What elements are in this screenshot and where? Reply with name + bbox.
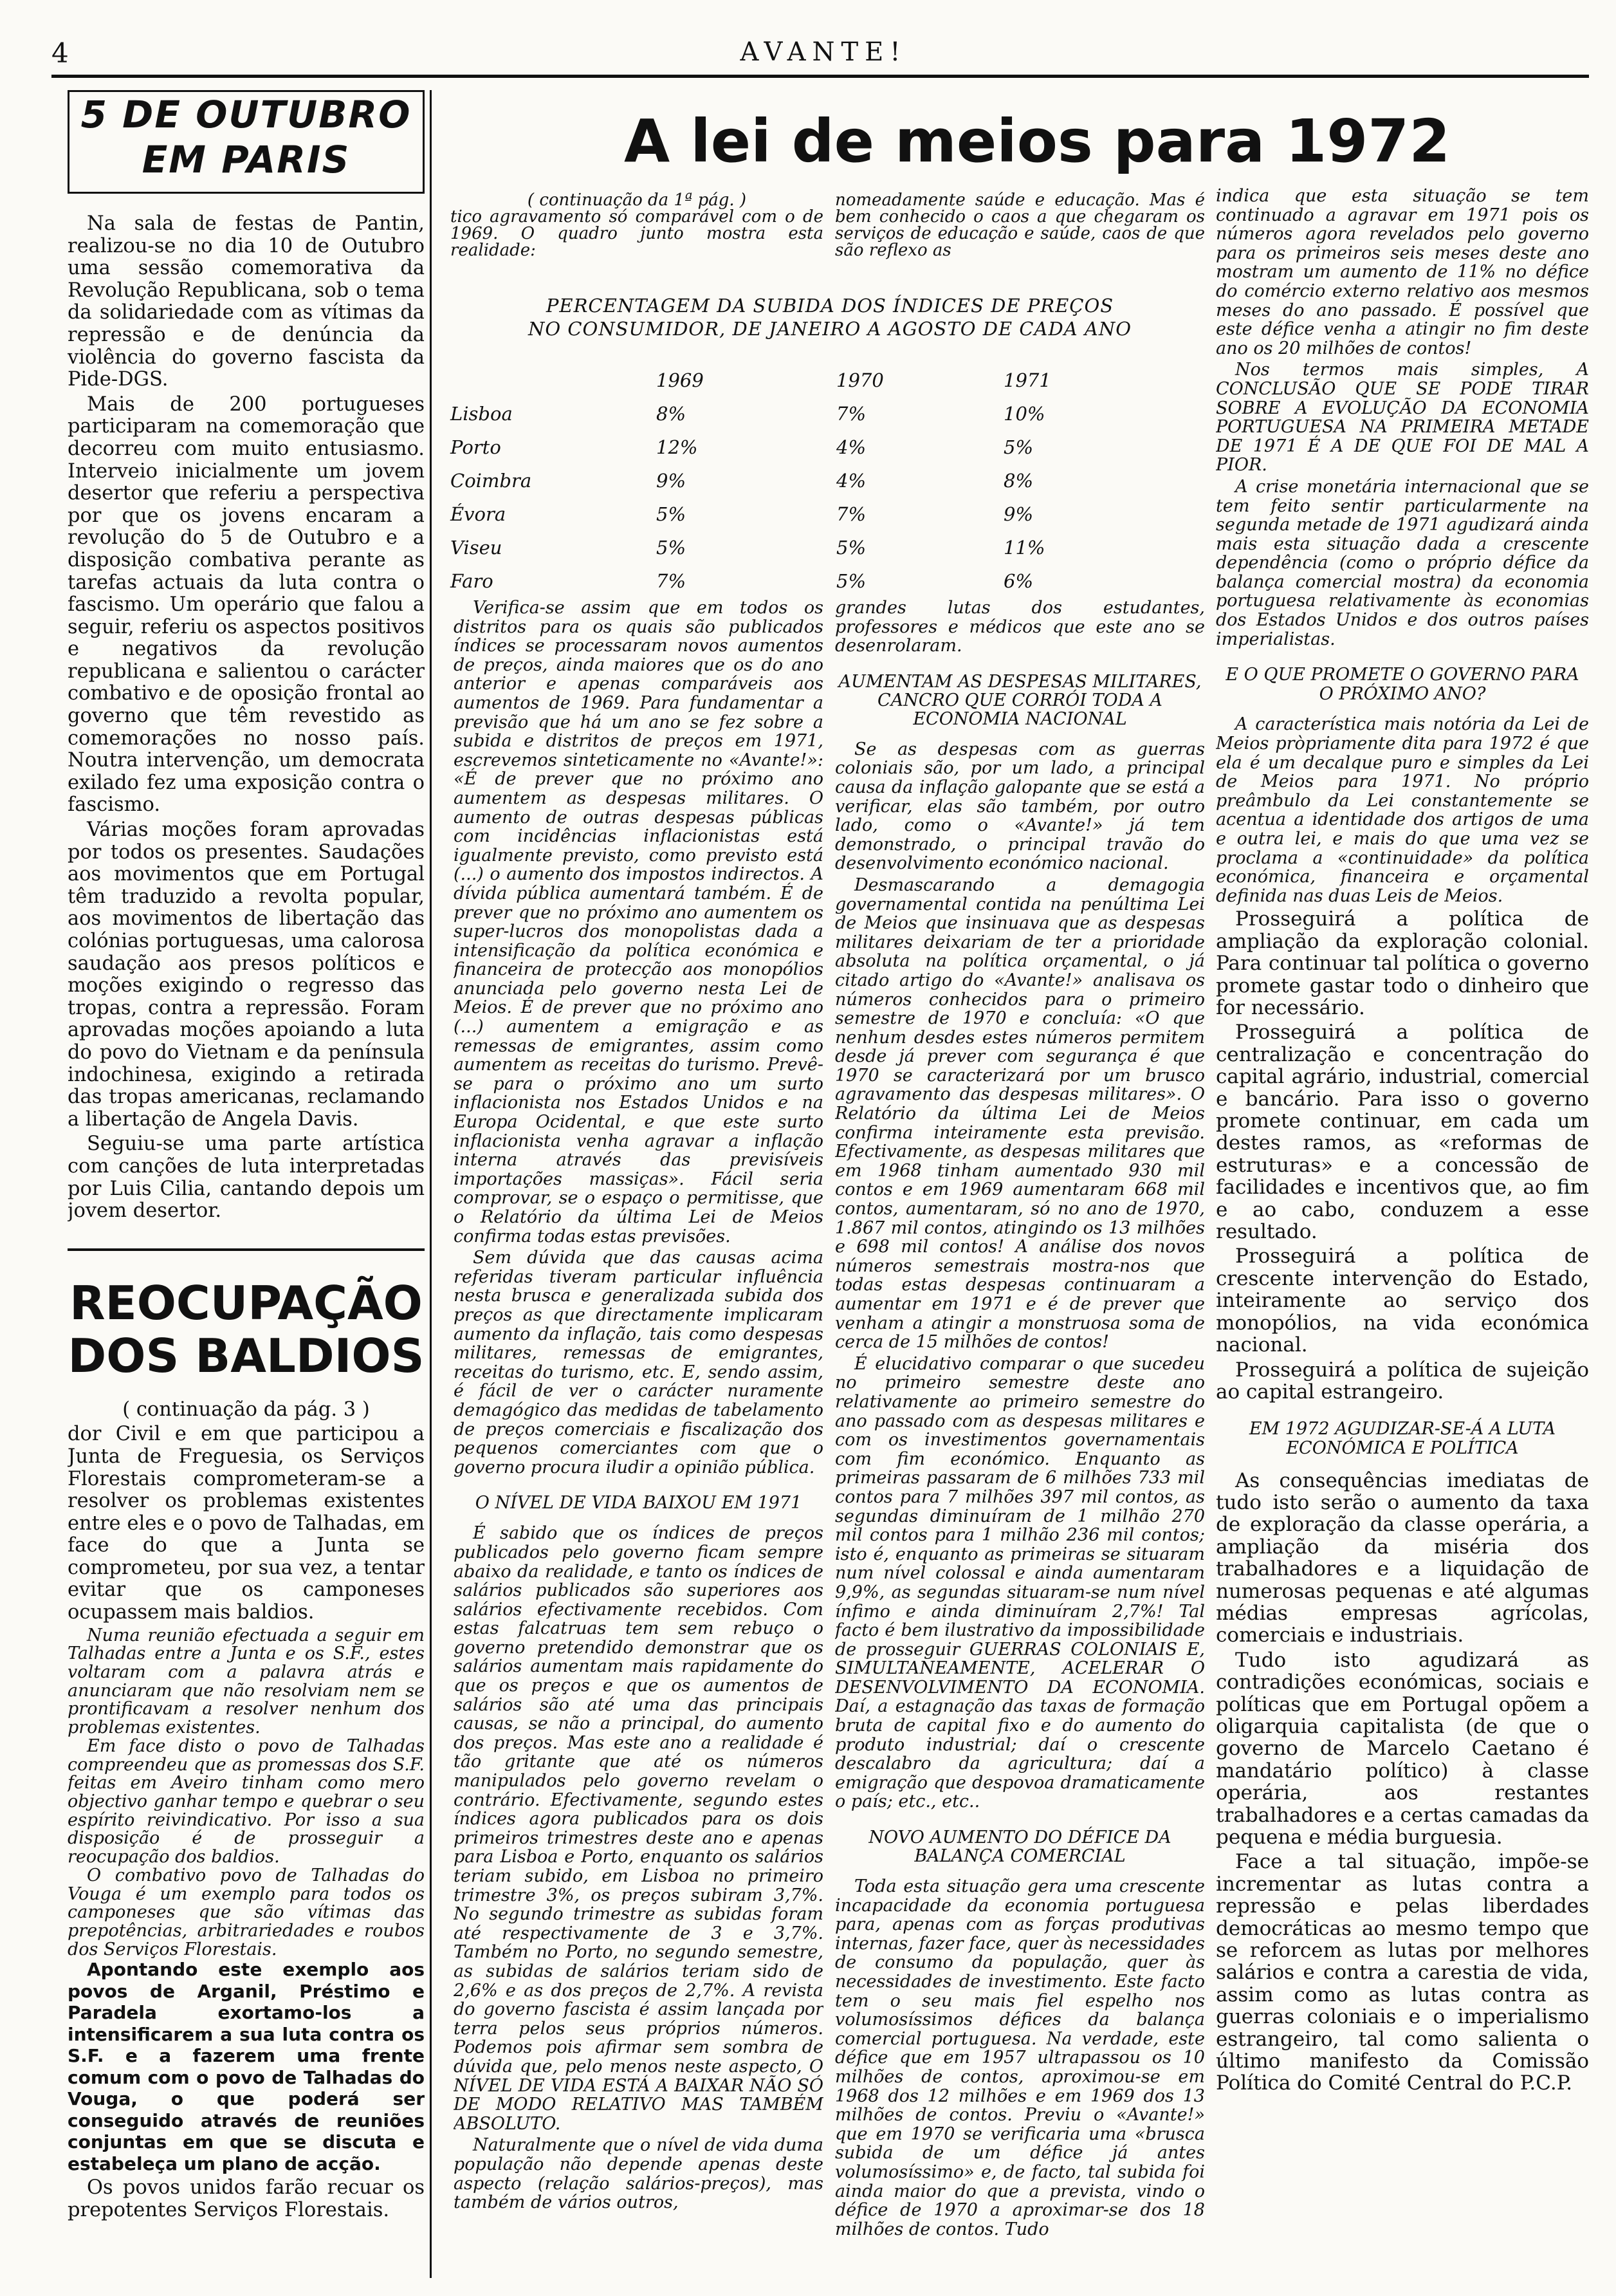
article-title-line1: 5 DE OUTUBRO [80,93,412,136]
intro-text-2: nomeadamente saúde e educação. Mas é bem conhecido o caos a que chegaram os serviços de educação e saúde, caos de que são reflexo as [835,190,1205,260]
table-header-row [450,364,1132,397]
value-cell: 7% [656,570,686,592]
value-cell: 11% [1004,537,1045,559]
paragraph: A crise monetária internacional que se tem feito sentir particularmente na segunda metade de 1971 agudizará ainda mais esta situação dada a crescente dependência (como o próprio défice da balança comercial mostra) da economia portuguesa relativamente às economias dos Estados Unidos e dos outros países imperialistas. [1216,476,1589,649]
data-table [450,364,1132,598]
city-cell: Faro [450,570,493,592]
left-column [68,90,425,2278]
year-header: 1970 [836,369,884,391]
city-cell: Évora [450,503,506,525]
value-cell: 5% [1004,436,1034,458]
value-cell: 4% [836,470,867,492]
paragraph: Tudo isto agudizará as contradições económicas, sociais e políticas que em Portugal opõem a oligarquia capitalista (de que o governo de Marcelo Caetano é mandatário político) à classe operária, aos restantes trabalhadores e a certas camadas da pequena e média burguesia. [1216,1648,1589,1849]
paragraph: As consequências imediatas de tudo isto serão o aumento da taxa de exploração da classe operária, a ampliação da miséria dos trabalhadores e a liquidação de numerosas pequenas e até algumas médias empresas agrícolas, comerciais e industriais. [1216,1468,1589,1647]
city-cell: Lisboa [450,403,513,425]
paragraph: Várias moções foram aprovadas por todos os presentes. Saudações aos movimentos que em Portugal têm traduzido a revolta popular, aos movimentos de libertação das colónias portuguesas, uma calorosa saudação aos presos políticos e moções exigindo o regresso das tropas, contra a repressão. Foram aprovadas moções apoiando a luta do povo do Vietnam e da península indochinesa, exigindo a retirada das tropas americanas, reclamando a libertação de Angela Davis. [68,819,425,1131]
paragraph: grandes lutas dos estudantes, professores e médicos que este ano se desenrolaram. [835,598,1205,656]
table-row [450,497,1132,531]
table-title-line1: PERCENTAGEM DA SUBIDA DOS ÍNDICES DE PREÇOS [546,295,1114,317]
paragraph: É elucidativo comparar o que sucedeu no primeiro semestre deste ano relativamente ao primeiro semestre do ano passado com as despesas militares e com os investimentos governamentais com fim económico. Enquanto as primeiras passaram de 6 milhões 733 mil contos para 7 milhões 397 mil contos, as segundas diminuíram de 1 milhão 270 mil contos para 1 milhão 236 mil contos; isto é, enquanto as primeiras se situaram num nível colossal e ainda aumentaram 9,9%, as segundas situaram-se num nível ínfimo e ainda diminuíram 2,7%! Tal facto é bem ilustrativo da impossibilidade de prosseguir GUERRAS COLONIAIS E, SIMULTANEAMENTE, ACELERAR O DESENVOLVIMENTO DA ECONOMIA. Daí, a estagnação das taxas de formação bruta de capital fixo e do aumento do produto industrial; daí o crescente descalabro da agricultura; daí a emigração que despovoa dramaticamente o país; etc., etc.. [835,1353,1205,1812]
paragraph: Se as despesas com as guerras coloniais são, por um lado, a principal causa da inflação galopante que se está a verificar, elas são também, por outro lado, como o «Avante!» já tem demonstrado, o principal travão do desenvolvimento económico nacional. [835,739,1205,874]
table-row [450,464,1132,497]
main-column-3 [835,598,1205,2288]
value-cell: 10% [1004,403,1045,425]
column-rule [430,90,432,2278]
intro-text: tico agravamento só comparável com o de 1969. O quadro junto mostra esta realidade: [450,207,823,260]
value-cell: 7% [836,403,867,425]
italic-paragraph: O combativo povo de Talhadas do Vouga é um exemplo para todos os camponeses que são vítimas das prepotências, arbitrariedades e roubos dos Serviços Florestais. [68,1865,425,1959]
value-cell: 5% [656,503,686,525]
continuation-note: ( continuação da pág. 3 ) [122,1398,370,1421]
article-title-line1: REOCUPAÇÃO [69,1275,423,1330]
page-number: 4 [51,37,69,69]
main-column-4 [1216,187,1589,2284]
masthead: AVANTE! [740,37,907,67]
value-cell: 7% [836,503,867,525]
paragraph: Seguiu-se uma parte artística com canções de luta interpretadas por Luis Cilia, cantando depois um jovem desertor. [68,1133,425,1223]
paragraph: Na sala de festas de Pantin, realizou-se no dia 10 de Outubro uma sessão comemorativa da Revolução Republicana, sob o tema da solidariedade com as vítimas da repressão e de denúncia da violência do governo fascista da Pide-DGS. [68,212,425,391]
year-header: 1971 [1004,369,1051,391]
value-cell: 6% [1004,570,1034,592]
city-cell: Coimbra [450,470,532,492]
main-headline: A lei de meios para 1972 [624,107,1451,176]
value-cell: 9% [656,470,686,492]
header-rule [51,75,1589,78]
paragraph: Toda esta situação gera uma crescente incapacidade da economia portuguesa para, apenas com as forças produtivas internas, fazer face, quer às necessidades de consumo da população, quer às necessidades de investimento. Este facto tem o seu mais fiel espelho nos volumosíssimos défices da balança comercial portuguesa. Na verdade, este défice que em 1957 ultrapassou os 10 milhões de contos, aproximou-se em 1968 dos 12 milhões e em 1969 dos 13 milhões de contos. Previu o «Avante!» que em 1970 se verificaria uma «brusca subida de um défice já antes volumosíssimo» e, de facto, tal subida foi ainda maior do que a prevista, vindo o défice de 1970 a aproximar-se dos 18 milhões de contos. Tudo [835,1876,1205,2239]
value-cell: 12% [656,436,698,458]
section-heading: O NÍVEL DE VIDA BAIXOU EM 1971 [475,1493,802,1514]
paragraph: Prosseguirá a política de centralização e concentração do capital agrário, industrial, comercial e bancário. Para isso o governo promete continuar, em cada um destes ramos, as «reformas de estruturas» e a concessão de facilidades e incentivos que, ao fim e ao cabo, conduzem a esse resultado. [1216,1021,1589,1244]
section-heading: EM 1972 AGUDIZAR-SE-Á A LUTA ECONÓMICA E POLÍTICA [1249,1419,1556,1458]
italic-paragraph: Numa reunião efectuada a seguir em Talhadas entre a Junta e os S.F., estes voltaram com a palavra atrás e anunciaram que não resolviam nem se prontificavam a resolver nenhum dos problemas existentes. [68,1625,425,1738]
main-column-2 [454,598,823,2288]
paragraph: É sabido que os índices de preços publicados pelo governo ficam sempre abaixo da realidade, e tanto os índices de salários publicados são superiores aos salários efectivamente recebidos. Com estas falcatruas tem sem rebuço o governo pretendido demonstrar que os salários aumentam mais rapidamente do que os preços e que os aumentos de salários são até uma das principais causas, se não a principal, do aumento dos preços. Mas este ano a realidade é tão gritante que até os números manipulados pelo governo revelam o contrário. Efectivamente, segundo estes índices agora publicados para os dois primeiros trimestres deste ano e apenas para Lisboa e Porto, enquanto os salários teriam subido, em Lisboa no primeiro trimestre 3%, os preços subiram 3,7%. No segundo trimestre as subidas foram até respectivamente de 3 e 3,7%. Também no Porto, no segundo semestre, as subidas de salários teriam sido de 2,6% e as dos preços de 2,7%. A revista do governo fascista é assim lançada por terra pelos seus próprios números. Podemos pois afirmar sem sombra de dúvida que, pelo menos neste aspecto, O NÍVEL DE VIDA ESTÁ A BAIXAR NÃO SÓ DE MODO RELATIVO MAS TAMBÉM ABSOLUTO. [454,1523,823,2134]
section-heading: NOVO AUMENTO DO DÉFICE DA BALANÇA COMERCIAL [868,1828,1171,1867]
table-row [450,397,1132,430]
paragraph: Naturalmente que o nível de vida duma população não depende apenas deste aspecto (relação salários-preços), mas também de vários outros, [454,2135,823,2213]
price-index-table [450,294,1209,598]
paragraph: Os povos unidos farão recuar os prepotentes Serviços Florestais. [68,2176,425,2221]
paragraph: Mais de 200 portugueses participaram na comemoração que decorreu com muito entusiasmo. Interveio inicialmente um jovem desertor que referiu a perspectiva por que os jovens encaram a revolução do 5 de Outubro e a disposição combativa perante as tarefas actuais da luta contra o fascismo. Um operário que falou a seguir, referiu os aspectos positivos e negativos da revolução republicana e salientou o carácter combativo e de oposição frontal ao governo que têm revestido as comemorações no nosso país. Noutra intervenção, um democrata exilado fez uma exposição contra o fascismo. [68,393,425,817]
section-heading: AUMENTAM AS DESPESAS MILITARES, CANCRO QUE CORRÓI TODA A ECONOMIA NACIONAL [838,671,1202,729]
paragraph: Prosseguirá a política de sujeição ao capital estrangeiro. [1216,1358,1589,1403]
value-cell: 8% [1004,470,1034,492]
section-heading: E O QUE PROMETE O GOVERNO PARA O PRÓXIMO ANO? [1226,665,1579,704]
value-cell: 8% [656,403,686,425]
page-header [51,37,1595,76]
table-row [450,531,1132,564]
paragraph: Nos termos mais simples, A CONCLUSÃO QUE SE PODE TIRAR SOBRE A EVOLUÇÃO DA ECONOMIA PORTUGUESA NA PRIMEIRA METADE DE 1971 É A DE QUE FOI DE MAL A PIOR. [1216,360,1589,476]
value-cell: 4% [836,436,867,458]
article-title-box [68,90,425,194]
article-divider [68,1248,425,1251]
article-title [68,1277,425,1382]
table-title-line2: NO CONSUMIDOR, DE JANEIRO A AGOSTO DE CADA ANO [528,318,1132,340]
paragraph: indica que esta situação se tem continuado a agravar em 1971 pois os números agora revelados pelo governo para os primeiros seis meses deste ano mostram um aumento de 11% no défice do comércio externo relativo aos mesmos meses do ano passado. É possível que este défice venha a atingir no fim deste ano os 20 milhões de contos! [1216,187,1589,358]
continuation-note: ( continuação da 1ª pág. ) [527,190,747,210]
italic-paragraph: Em face disto o povo de Talhadas compreendeu que as promessas dos S.F. feitas em Aveiro tinham como mero objectivo ganhar tempo e quebrar o seu espírito reivindicativo. Por isso a sua disposição é de prosseguir a reocupação dos baldios. [68,1736,425,1867]
paragraph: Verifica-se assim que em todos os distritos para os quais são publicados índices se processaram novos aumentos de preços, ainda maiores que os do ano anterior e apenas comparáveis aos aumentos de 1969. Para fundamentar a previsão que há um ano se fez sobre a subida e distritos de preços em 1971, escrevemos sinteticamente no «Avante!»: «É de prever que no próximo ano aumentem as despesas militares. O aumento de outras despesas públicas com incidências inflacionistas está igualmente previsto, como previsto está (...) o aumento dos impostos indirectos. A dívida pública aumentará também. É de prever que no próximo ano aumentem os super-lucros dos monopolistas dada a intensificação da política económica e financeira de protecção aos monopólios anunciada pelo governo nesta Lei de Meios. É de prever que no próximo ano (...) aumentem a emigração e as remessas de emigrantes, assim como aumentem as receitas do turismo. Prevê-se para o próximo ano um surto inflacionista nos Estados Unidos e na Europa Ocidental, e que este surto inflacionista venha agravar a inflação interna através das previsíveis importações massiças». Fácil seria comprovar, se o espaço o permitisse, que o Relatório da última Lei de Meios confirma todas estas previsões. [454,598,823,1246]
city-cell: Viseu [450,537,502,559]
table-row [450,430,1132,464]
article-title-line2: DOS BALDIOS [68,1328,425,1383]
paragraph: A característica mais notória da Lei de Meios pròpriamente dita para 1972 é que ela é um decalque puro e simples da Lei de Meios para 1971. No próprio preâmbulo da Lei constantemente se acentua a identidade dos artigos de uma e outra lei, e mais do que uma vez se proclama a «continuidade» da política económica, financeira e orçamental definida nas duas Leis de Meios. [1216,714,1589,906]
article-title-line2: EM PARIS [142,138,351,181]
value-cell: 9% [1004,503,1034,525]
paragraph: Desmascarando a demagogia governamental contida na penúltima Lei de Meios que insinuava que as despesas militares deixariam de ter a prioridade absoluta na política orçamental, o já citado artigo do «Avante!» analisava os números conhecidos para o primeiro semestre de 1970 e concluía: «O que nenhum desdes estes números permitem desde já prever com segurança é que 1970 se caracterizará por um brusco agravamento das despesas militares». O Relatório da última Lei de Meios confirma inteiramente esta previsão. Efectivamente, as despesas militares que em 1968 tinham aumentado 930 mil contos e em 1969 aumentaram 668 mil contos, aumentaram, só no ano de 1970, 1.867 mil contos, atingindo os 13 milhões e 698 mil contos! A análise dos novos números semestrais mostra-nos que todas estas despesas continuaram a aumentar em 1971 e é de prever que venham a atingir a monstruosa soma de cerca de 15 milhões de contos! [835,875,1205,1353]
bold-paragraph: Apontando este exemplo aos povos de Arganil, Préstimo e Paradela exortamo-los a intensificarem a sua luta contra os S.F. e a fazerem uma frente comum com o povo de Talhadas do Vouga, o que poderá ser conseguido através de reuniões conjuntas em que se discuta e estabeleça um plano de acção. [68,1959,425,2174]
value-cell: 5% [656,537,686,559]
paragraph: Prosseguirá a política de crescente intervenção do Estado, inteiramente ao serviço dos monopólios, na vida económica nacional. [1216,1245,1589,1357]
paragraph: Prosseguirá a política de ampliação da exploração colonial. Para continuar tal política o governo promete gastar todo o dinheiro que for necessário. [1216,907,1589,1019]
paragraph: Sem dúvida que das causas acima referidas tiveram particular influência nesta brusca e generalizada subida dos preços as que directamente implicaram aumento da inflação, tais como despesas militares, remessas de emigrantes, receitas do turismo, etc. E, sendo assim, é fácil de ver o carácter nuramente demagógico das medidas de tabelamento de preços comerciais e fiscalização dos pequenos comerciantes com que o governo procura iludir a opinião pública. [454,1248,823,1477]
value-cell: 5% [836,570,867,592]
city-cell: Porto [450,436,501,458]
year-header: 1969 [656,369,704,391]
intro-block [450,192,823,259]
paragraph: dor Civil e em que participou a Junta de Freguesia, os Serviços Florestais comprometeram-se a resolver os problemas existentes entre eles e o povo de Talhadas, em face do que a Junta se comprometeu, por sua vez, a tentar evitar que os camponeses ocupassem mais baldios. [68,1423,425,1624]
paragraph: Face a tal situação, impõe-se incrementar as lutas contra a repressão e pelas liberdades democráticas ao mesmo tempo que se reforcem as lutas por melhores salários e contra a carestia de vida, assim como as lutas contra as guerras coloniais e o imperialismo estrangeiro, tal como salienta o último manifesto da Comissão Política do Comité Central do P.C.P. [1216,1850,1589,2095]
table-row [450,564,1132,598]
value-cell: 5% [836,537,867,559]
